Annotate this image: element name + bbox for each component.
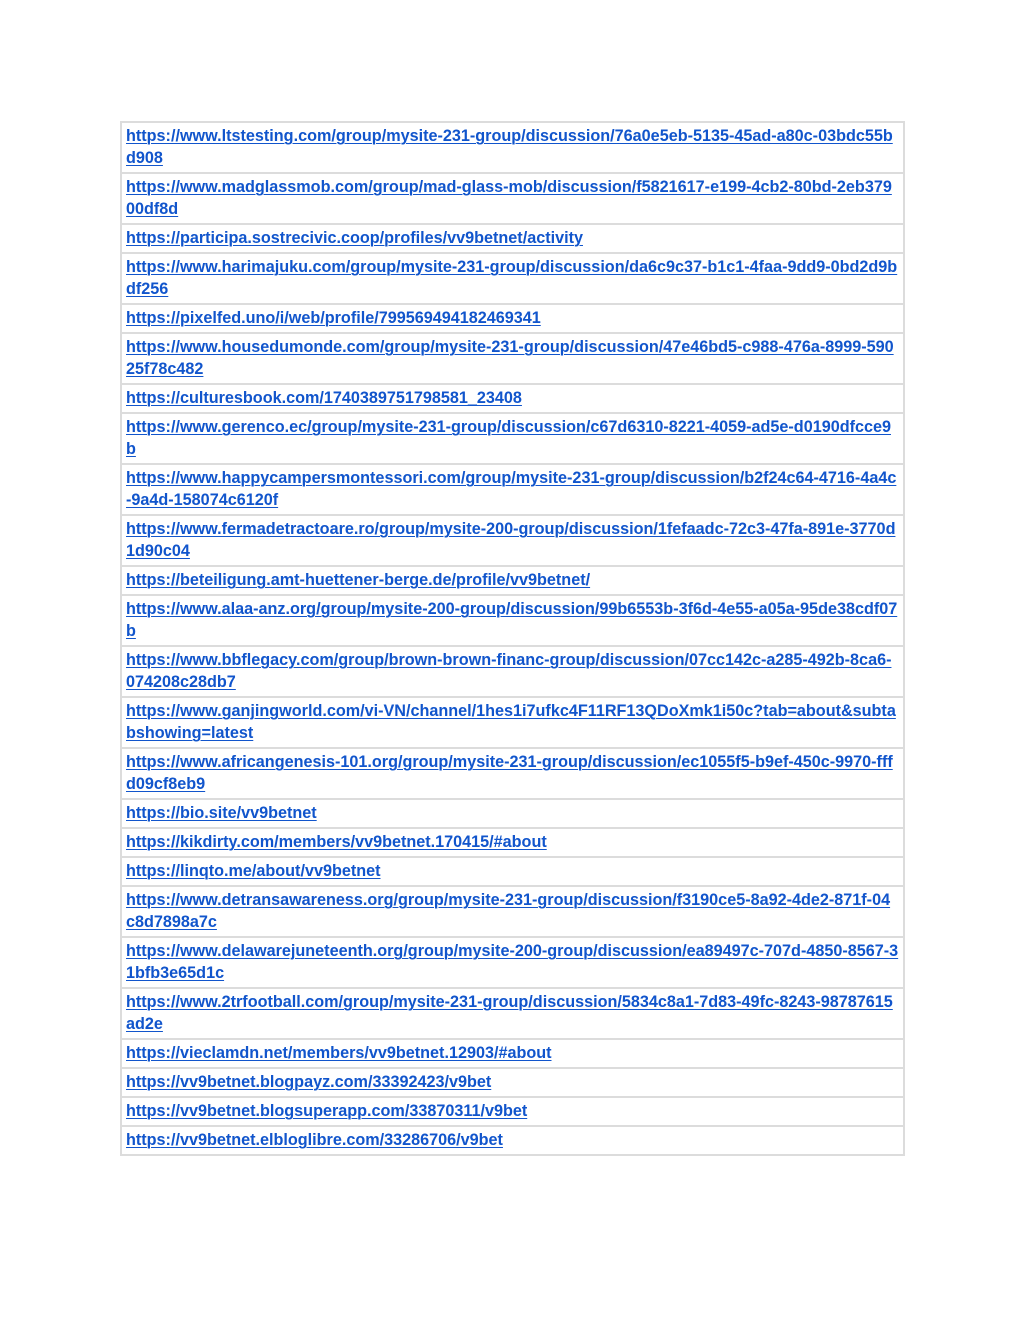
table-cell	[121, 333, 904, 384]
link-url[interactable]: https://participa.sostrecivic.coop/profiles/vv9betnet/activity	[126, 229, 583, 247]
table-cell	[121, 464, 904, 515]
link-url[interactable]: https://beteiligung.amt-huettener-berge.de/profile/vv9betnet/	[126, 571, 591, 589]
link-url[interactable]: https://www.alaa-anz.org/group/mysite-200-group/discussion/99b6553b-3f6d-4e55-a05a-95de38cdf07b	[126, 600, 898, 640]
table-cell	[121, 1068, 904, 1097]
table-row	[121, 1068, 904, 1097]
table-cell	[121, 857, 904, 886]
table-row	[121, 173, 904, 224]
table-cell	[121, 799, 904, 828]
link-url[interactable]: https://www.delawarejuneteenth.org/group/mysite-200-group/discussion/ea89497c-707d-4850-8567-31bfb3e65d1c	[126, 942, 899, 982]
table-cell	[121, 122, 904, 173]
table-row	[121, 413, 904, 464]
link-url[interactable]: https://vv9betnet.blogsuperapp.com/33870311/v9bet	[126, 1102, 528, 1120]
link-url[interactable]: https://www.fermadetractoare.ro/group/mysite-200-group/discussion/1fefaadc-72c3-47fa-891e-3770d1d90c04	[126, 520, 896, 560]
table-row	[121, 515, 904, 566]
table-row	[121, 464, 904, 515]
link-url[interactable]: https://www.bbflegacy.com/group/brown-brown-financ-group/discussion/07cc142c-a285-492b-8ca6-074208c28db7	[126, 651, 892, 691]
table-row	[121, 857, 904, 886]
table-row	[121, 304, 904, 333]
table-cell	[121, 595, 904, 646]
table-cell	[121, 253, 904, 304]
table-cell	[121, 1097, 904, 1126]
table-row	[121, 566, 904, 595]
table-cell	[121, 748, 904, 799]
table-cell	[121, 886, 904, 937]
table-cell	[121, 413, 904, 464]
link-url[interactable]: https://www.2trfootball.com/group/mysite-231-group/discussion/5834c8a1-7d83-49fc-8243-98787615ad2e	[126, 993, 893, 1033]
link-url[interactable]: https://linqto.me/about/vv9betnet	[126, 862, 381, 880]
link-url[interactable]: https://vieclamdn.net/members/vv9betnet.12903/#about	[126, 1044, 552, 1062]
link-url[interactable]: https://www.housedumonde.com/group/mysite-231-group/discussion/47e46bd5-c988-476a-8999-59025f78c482	[126, 338, 894, 378]
link-url[interactable]: https://www.ganjingworld.com/vi-VN/channel/1hes1i7ufkc4F11RF13QDoXmk1i50c?tab=about&subtabshowing=latest	[126, 702, 896, 742]
link-url[interactable]: https://www.detransawareness.org/group/mysite-231-group/discussion/f3190ce5-8a92-4de2-871f-04c8d7898a7c	[126, 891, 891, 931]
table-cell	[121, 304, 904, 333]
table-cell	[121, 828, 904, 857]
table-cell	[121, 224, 904, 253]
table-row	[121, 886, 904, 937]
link-url[interactable]: https://www.happycampersmontessori.com/group/mysite-231-group/discussion/b2f24c64-4716-4a4c-9a4d-158074c6120f	[126, 469, 897, 509]
table-cell	[121, 988, 904, 1039]
link-url[interactable]: https://culturesbook.com/1740389751798581_23408	[126, 389, 522, 407]
table-row	[121, 333, 904, 384]
table-cell	[121, 1126, 904, 1155]
link-url[interactable]: https://bio.site/vv9betnet	[126, 804, 317, 822]
table-row	[121, 799, 904, 828]
table-cell	[121, 937, 904, 988]
link-url[interactable]: https://pixelfed.uno/i/web/profile/799569494182469341	[126, 309, 541, 327]
table-cell	[121, 173, 904, 224]
table-row	[121, 224, 904, 253]
link-url[interactable]: https://www.africangenesis-101.org/group/mysite-231-group/discussion/ec1055f5-b9ef-450c-9970-fffd09cf8eb9	[126, 753, 893, 793]
table-cell	[121, 646, 904, 697]
table-cell	[121, 1039, 904, 1068]
table-row	[121, 1126, 904, 1155]
link-table-body	[121, 122, 904, 1155]
link-url[interactable]: https://www.gerenco.ec/group/mysite-231-group/discussion/c67d6310-8221-4059-ad5e-d0190dfcce9b	[126, 418, 891, 458]
table-row	[121, 748, 904, 799]
table-row	[121, 595, 904, 646]
table-row	[121, 828, 904, 857]
table-row	[121, 384, 904, 413]
table-cell	[121, 566, 904, 595]
link-table	[120, 121, 905, 1156]
table-cell	[121, 697, 904, 748]
table-row	[121, 988, 904, 1039]
link-url[interactable]: https://www.madglassmob.com/group/mad-glass-mob/discussion/f5821617-e199-4cb2-80bd-2eb37900df8d	[126, 178, 892, 218]
table-cell	[121, 384, 904, 413]
link-url[interactable]: https://vv9betnet.elbloglibre.com/33286706/v9bet	[126, 1131, 503, 1149]
table-row	[121, 646, 904, 697]
link-url[interactable]: https://kikdirty.com/members/vv9betnet.170415/#about	[126, 833, 547, 851]
link-url[interactable]: https://vv9betnet.blogpayz.com/33392423/v9bet	[126, 1073, 492, 1091]
table-cell	[121, 515, 904, 566]
table-row	[121, 697, 904, 748]
table-row	[121, 253, 904, 304]
link-url[interactable]: https://www.ltstesting.com/group/mysite-231-group/discussion/76a0e5eb-5135-45ad-a80c-03bdc55bd908	[126, 127, 893, 167]
table-row	[121, 122, 904, 173]
table-row	[121, 1097, 904, 1126]
table-row	[121, 1039, 904, 1068]
table-row	[121, 937, 904, 988]
link-url[interactable]: https://www.harimajuku.com/group/mysite-231-group/discussion/da6c9c37-b1c1-4faa-9dd9-0bd2d9bdf256	[126, 258, 898, 298]
